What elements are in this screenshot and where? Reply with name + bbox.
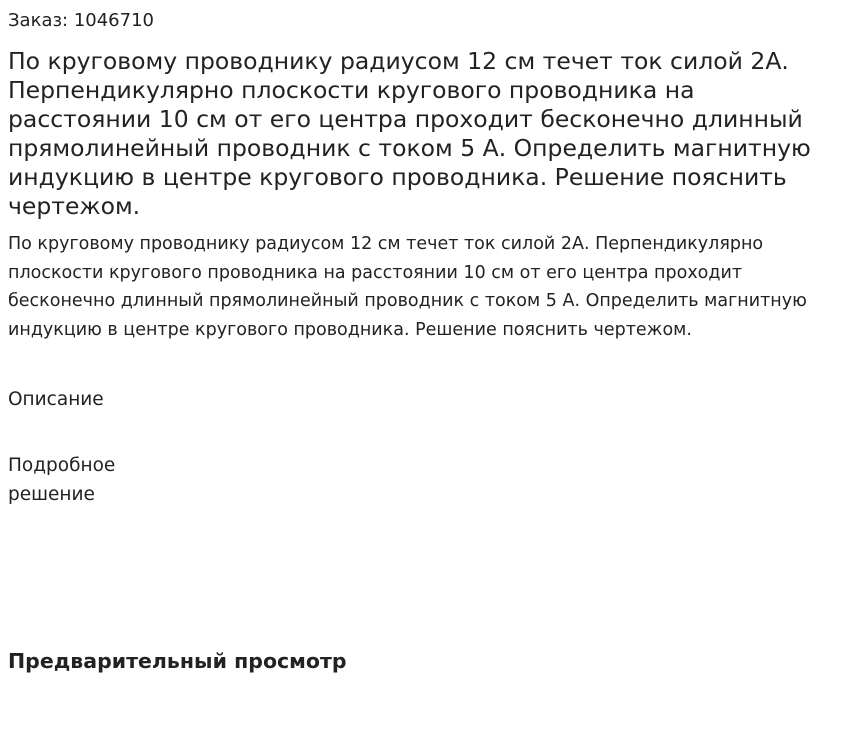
problem-title: По круговому проводнику радиусом 12 см течет ток силой 2А. Перпендикулярно плоскости кругового проводника на расстоянии 10 см от его центра проходит бесконечно длинный прямолинейный проводник с током 5 А. Определить магнитную индукцию в центре кругового проводника. Решение пояснить чертежом. xyxy=(8,47,811,220)
order-number: Заказ: 1046710 xyxy=(8,10,154,31)
detailed-solution-label: Подробное решение xyxy=(8,455,116,505)
problem-text: По круговому проводнику радиусом 12 см течет ток силой 2А. Перпендикулярно плоскости кругового проводника на расстоянии 10 см от его центра проходит бесконечно длинный прямолинейный проводник с током 5 А. Определить магнитную индукцию в центре кругового проводника. Решение пояснить чертежом. xyxy=(8,234,807,341)
preview-heading: Предварительный просмотр xyxy=(8,649,347,673)
description-label: Описание xyxy=(8,389,104,410)
